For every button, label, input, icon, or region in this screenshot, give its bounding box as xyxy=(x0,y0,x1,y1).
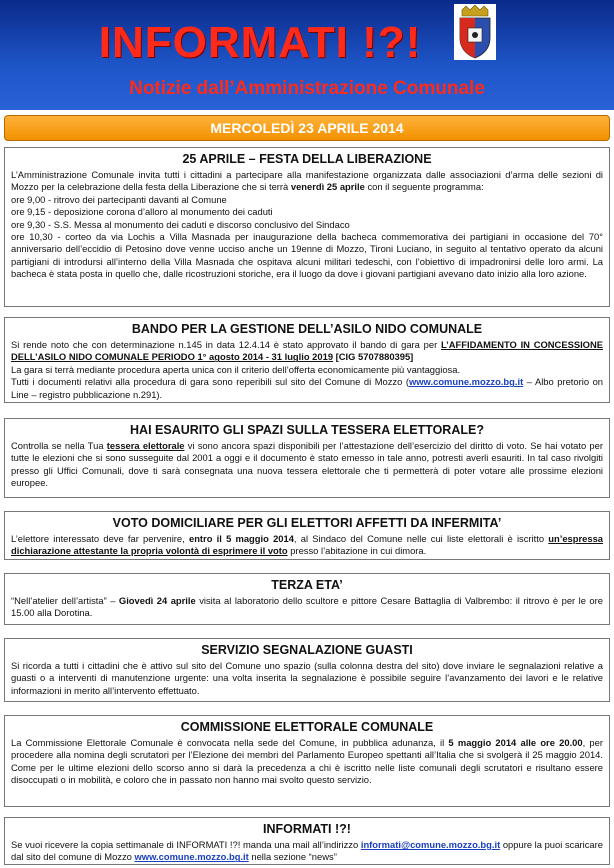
section-electoral-card xyxy=(4,418,610,498)
section-title: VOTO DOMICILIARE PER GLI ELETTORI AFFETTI DA INFERMITA’ xyxy=(112,516,502,530)
header-banner xyxy=(0,0,614,110)
program-line: ore 9,30 - S.S. Messa al monumento dei caduti e discorso conclusivo del Sindaco xyxy=(11,218,350,230)
section-body: Se vuoi ricevere la copia settimanale di INFORMATI !?! manda una mail all’indirizzo informati@comune.mozzo.bg.it oppure la puoi scaricare dal sito del comune di Mozzo www.comune.mozzo.bg.it nella sezione “news” xyxy=(11,839,603,863)
section-title: TERZA ETA’ xyxy=(271,578,343,592)
program-line: ore 9,00 - ritrovo dei partecipanti davanti al Comune xyxy=(11,193,227,205)
email-link[interactable]: informati@comune.mozzo.bg.it xyxy=(360,839,501,850)
section-title: COMMISSIONE ELETTORALE COMUNALE xyxy=(180,720,434,734)
comune-website-link[interactable]: www.comune.mozzo.bg.it xyxy=(134,851,249,863)
section-body: Si ricorda a tutti i cittadini che è attivo sul sito del Comune uno spazio (sulla colonna destra del sito) dove inviare le segnalazioni relative a guasti o a interventi di manutenzione urgente: una volta inserita la segnalazione è possibile seguire l’avanzamento dei lavori e le relative informazioni in merito all’intervento effettuato. xyxy=(11,660,603,696)
newsletter-title: INFORMATI !?! xyxy=(98,18,422,67)
section-home-voting xyxy=(4,511,610,560)
section-body: L’Amministrazione Comunale invita tutti i cittadini a partecipare alla manifestazione organizzata dalle associazioni d’arma delle sezioni di Mozzo per la celebrazione della festa della Liberazione che si terrà venerdì 25 aprile con il seguente programma: xyxy=(11,169,603,193)
comune-website-link[interactable]: www.comune.mozzo.bg.it xyxy=(408,376,524,388)
section-body: L’elettore interessato deve far pervenire, entro il 5 maggio 2014, al Sindaco del Comune nelle cui liste elettorali è iscritto un’espressa dichiarazione attestante la propria volontà di esprimere il voto presso l’abitazione in cui dimora. xyxy=(11,533,603,557)
section-nursery-tender: BANDO PER LA GESTIONE DELL’ASILO NIDO COMUNALE Si rende noto che con determinazione n.145 in data 12.4.14 è stato approvato il bando di gara per L’AFFIDAMENTO IN CONCESSIONE DELL’ASILO NIDO COMUNALE PERIODO 1° agosto 2014 - 31 luglio 2019 [CIG 5707880395] La gara si terrà mediante procedura aperta unica con il criterio dell’offerta economicamente più vantaggiosa. Tutti i documenti relativi alla procedura di gara sono reperibili sul sito del Comune di Mozzo (www.comune.mozzo.bg.it – Albo pretorio on Line – registro pubblicazione n.291). xyxy=(4,317,610,403)
section-title: INFORMATI !?! xyxy=(263,822,351,836)
section-title: SERVIZIO SEGNALAZIONE GUASTI xyxy=(201,643,413,657)
section-body: “Nell’atelier dell’artista” – Giovedì 24 aprile visita al laboratorio dello scultore e pittore Cesare Battaglia di Valbrembo: il ritrovo è per le ore 15.00 alla Dorotina. xyxy=(11,595,603,619)
section-liberation-day xyxy=(4,147,610,307)
section-body: Si rende noto che con determinazione n.145 in data 12.4.14 è stato approvato il bando di gara per L’AFFIDAMENTO IN CONCESSIONE DELL’ASILO NIDO COMUNALE PERIODO 1° agosto 2014 - 31 luglio 2019 [CIG 5707880395] xyxy=(11,339,603,363)
coat-of-arms-icon xyxy=(454,4,496,60)
section-body: Controlla se nella Tua tessera elettorale vi sono ancora spazi disponibili per l’attestazione dell’esercizio del diritto di voto. Se hai votato per tutte le elezioni che si sono susseguite dal 2001 a oggi e il documento è stato emesso in tale anno, potresti averli esauriti. In tal caso rivolgiti presso gli Uffici Comunali, dove ti sarà consegnata una nuova tessera elettorale che ti permetterà di poter votare alle prossime elezioni europee. xyxy=(11,440,603,489)
section-subscribe xyxy=(4,817,610,865)
newsletter-subtitle: Notizie dall’Amministrazione Comunale xyxy=(129,78,485,99)
section-body: La Commissione Elettorale Comunale è convocata nella sede del Comune, in pubblica adunanza, il 5 maggio 2014 alle ore 20.00, per procedere alla nomina degli scrutatori per l’Elezione dei membri del Parlamento Europeo spettanti all’Italia che si svolgerà il 25 maggio 2014. Come per le ultime elezioni dello scorso anno si darà la precedenza a chi è iscritto nelle liste comunali degli scrutatori e risultano essere disoccupati o in mobilità, e coloro che in passato non hanno mai svolto questo servizio. xyxy=(11,737,603,786)
program-line: ore 9,15 - deposizione corona d’alloro al monumento dei caduti xyxy=(11,206,273,218)
section-fault-reporting xyxy=(4,638,610,702)
section-electoral-commission xyxy=(4,715,610,807)
section-title: HAI ESAURITO GLI SPAZI SULLA TESSERA ELETTORALE? xyxy=(130,423,484,437)
issue-date: MERCOLEDÌ 23 APRILE 2014 xyxy=(4,115,610,141)
section-title: BANDO PER LA GESTIONE DELL’ASILO NIDO COMUNALE xyxy=(131,322,483,336)
section-title: 25 APRILE – FESTA DELLA LIBERAZIONE xyxy=(182,152,432,166)
section-third-age xyxy=(4,573,610,625)
program-line: ore 10,30 - corteo da via Lochis a Villa Masnada per inaugurazione della bacheca commemorativa dei partigiani in occasione del 70° anniversario dell’eccidio di Petosino dove venne ucciso anche un 19enne di Mozzo, Tironi Luciano, in seguito al tentativo operato da alcuni partigiani di introdursi all’interno della Villa Masnada che ospitava alcuni militari tedeschi, con l’obiettivo di impadronirsi delle loro armi. La bacheca è stata posta in quello che, dalle ricostruzioni storiche, era il luogo da dove i giovani partigiani avevano dato inizio alla loro azione. xyxy=(11,231,603,280)
